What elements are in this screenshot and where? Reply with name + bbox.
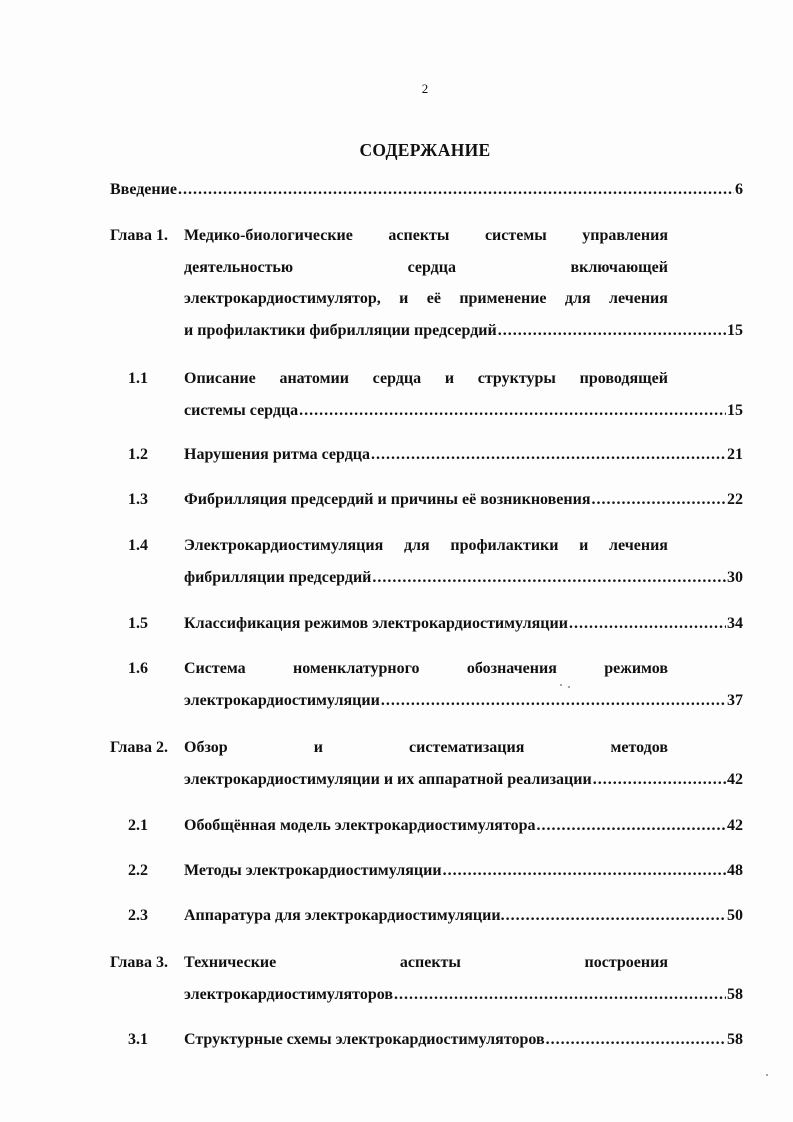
scan-speck: [766, 1074, 768, 1076]
title-word: лечения: [609, 537, 668, 554]
toc-entry-chapter-1[interactable]: [110, 220, 743, 350]
title-word: аспекты: [388, 227, 450, 244]
section-title-line: Классификация режимов электрокардиостимуляции: [184, 615, 568, 632]
toc-entry-page: 42: [727, 817, 743, 834]
chapter-title-line: электрокардиостимуляторов: [184, 985, 393, 1003]
toc-entry-page: 42: [727, 770, 743, 788]
chapter-title-word: включающей: [570, 258, 668, 276]
title-word: профилактики: [450, 537, 559, 554]
chapter-label: Глава 3.: [110, 954, 168, 971]
leader-dots: [537, 810, 726, 842]
toc-entry-page: 30: [727, 568, 743, 586]
page-number: 2: [421, 81, 429, 96]
leader-dots: [178, 174, 734, 206]
toc-entry-page: 58: [727, 985, 743, 1003]
scan-speck: [568, 686, 570, 688]
page-title: СОДЕРЖАНИЕ: [359, 140, 491, 160]
toc-entry-page: 58: [727, 1031, 743, 1048]
toc-entry-page: 34: [727, 615, 743, 632]
leader-dots: [546, 1024, 726, 1056]
leader-dots: [506, 900, 726, 932]
title-word: Технические: [184, 954, 277, 971]
title-word: построения: [584, 954, 668, 971]
section-number: 2.1: [128, 817, 148, 834]
title-word: аспекты: [399, 954, 461, 971]
leader-dots: [381, 685, 726, 717]
chapter-label: Глава 2.: [110, 739, 168, 756]
leader-dots: [372, 562, 726, 594]
chapter-title-word: деятельностью: [184, 258, 294, 276]
toc-entry-page: 50: [727, 907, 743, 924]
section-title-line: системы сердца: [184, 401, 299, 419]
section-number: 1.1: [128, 370, 148, 387]
section-number: 1.5: [128, 615, 148, 632]
toc-entry-page: 15: [727, 321, 743, 339]
section-title-line: Методы электрокардиостимуляции: [184, 862, 442, 879]
section-number: 1.6: [128, 660, 148, 677]
title-word: управления: [582, 227, 668, 244]
title-word: Обзор: [184, 739, 228, 756]
title-word: для: [403, 537, 430, 554]
title-word: анатомии: [279, 370, 349, 387]
title-word: системы: [484, 227, 547, 244]
section-title-line: Нарушения ритма сердца: [184, 446, 370, 463]
chapter-title-line: электрокардиостимуляции и их аппаратной реализации: [184, 770, 592, 788]
toc-entry-page: 21: [727, 446, 743, 463]
section-number: 2.2: [128, 862, 148, 879]
section-title-line: электрокардиостимуляции: [184, 691, 380, 709]
leader-dots: [591, 484, 726, 516]
title-word: структуры: [477, 370, 556, 387]
toc-entry-page: 48: [727, 862, 743, 879]
section-number: 1.2: [128, 446, 148, 463]
toc-entry-intro[interactable]: [110, 174, 743, 206]
chapter-label: Глава 1.: [110, 227, 168, 244]
title-word: применение: [459, 290, 547, 307]
section-title-line: Фибрилляция предсердий и причины её возникновения: [184, 491, 591, 508]
title-word: для: [564, 290, 591, 307]
title-word: Описание: [184, 370, 256, 387]
toc-entry-page: 22: [727, 491, 743, 508]
toc-entry-page: 37: [727, 691, 743, 709]
title-word: проводящей: [579, 370, 668, 387]
title-word: лечения: [609, 290, 668, 307]
section-title-line: Структурные схемы электрокардиостимуляторов: [184, 1031, 545, 1048]
title-word: Система: [184, 660, 246, 677]
section-title-line: фибрилляции предсердий: [184, 568, 372, 586]
chapter-title-word: сердца: [407, 258, 456, 276]
title-word: обозначения: [466, 660, 557, 677]
leader-dots: [498, 315, 726, 347]
title-word: и: [399, 290, 409, 307]
title-word: номенклатурного: [292, 660, 420, 677]
leader-dots: [569, 608, 726, 640]
title-word: Медико-биологические: [184, 227, 353, 244]
title-word: её: [426, 290, 441, 307]
title-word: и: [313, 739, 323, 756]
title-word: режимов: [604, 660, 668, 677]
toc-entry-page: 15: [727, 401, 743, 419]
title-word: Электрокардиостимуляция: [184, 537, 384, 554]
section-title-line: Обобщённая модель электрокардиостимулятора: [184, 817, 536, 834]
section-title-line: Аппаратура для электрокардиостимуляции.: [184, 907, 505, 924]
toc-entry-title: Введение: [110, 181, 177, 198]
section-number: 1.4: [128, 537, 148, 554]
title-word: систематизация: [409, 739, 525, 756]
toc-entry-page: 6: [735, 181, 743, 198]
section-number: 3.1: [128, 1031, 148, 1048]
leader-dots: [593, 764, 726, 796]
title-word: и: [579, 537, 589, 554]
section-number: 1.3: [128, 491, 148, 508]
chapter-title-line: и профилактики фибрилляции предсердий: [184, 321, 497, 339]
leader-dots: [371, 439, 726, 471]
scan-speck: [560, 684, 562, 686]
leader-dots: [394, 979, 726, 1011]
title-word: электрокардиостимулятор,: [184, 290, 381, 307]
section-number: 2.3: [128, 907, 148, 924]
title-word: методов: [610, 739, 668, 756]
title-word: сердца: [372, 370, 422, 387]
leader-dots: [299, 395, 726, 427]
leader-dots: [443, 855, 726, 887]
title-word: и: [444, 370, 455, 387]
